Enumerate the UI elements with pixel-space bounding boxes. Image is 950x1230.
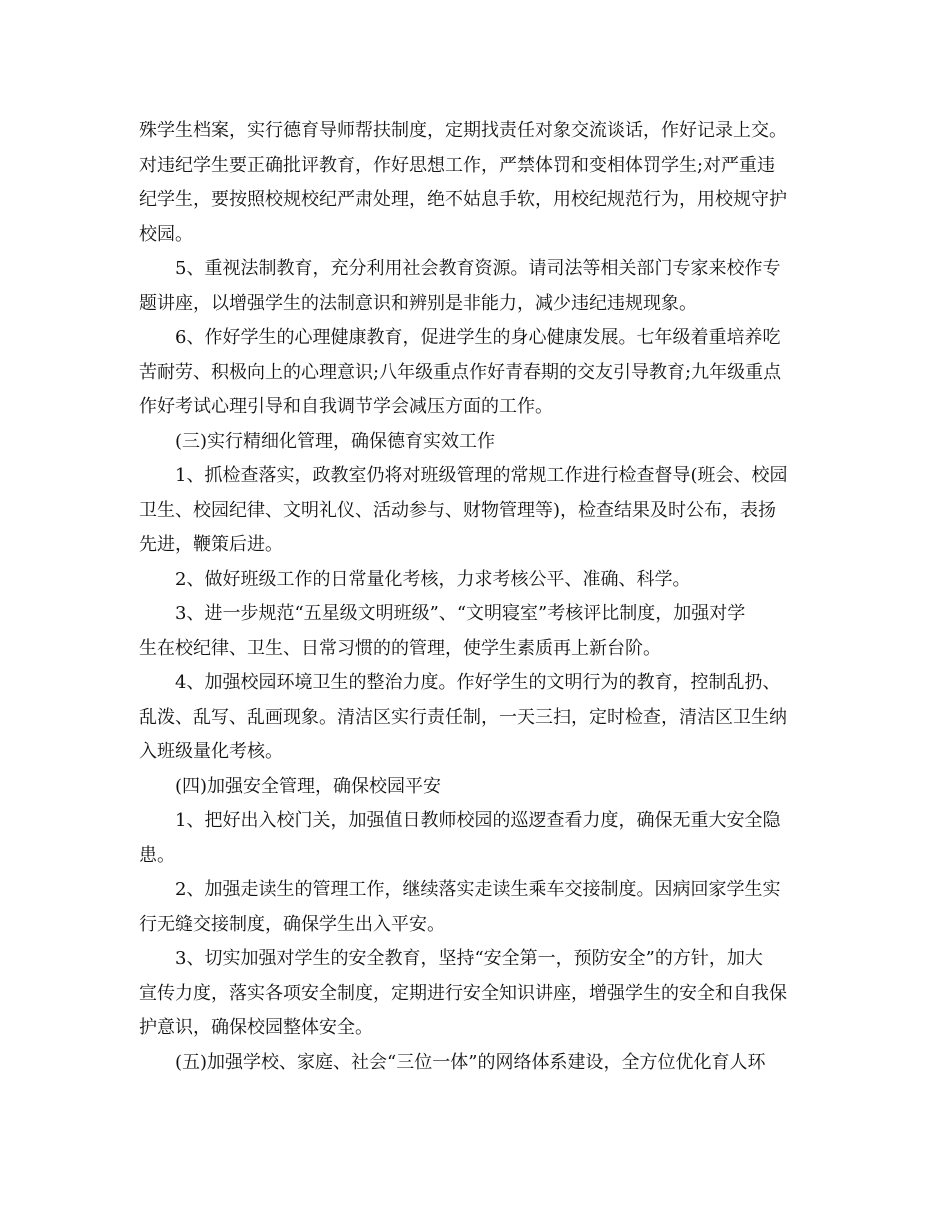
text-line: 题讲座，以增强学生的法制意识和辨别是非能力，减少违纪违规现象。	[139, 292, 697, 314]
text-line: 生在校纪律、卫生、日常习惯的的管理，使学生素质再上新台阶。	[139, 637, 661, 659]
text-line: 患。	[139, 844, 175, 866]
text-line: 对违纪学生要正确批评教育，作好思想工作，严禁体罚和变相体罚学生;对严重违	[139, 154, 776, 176]
text-line: 3、进一步规范“五星级文明班级”、“文明寝室”考核评比制度，加强对学	[175, 603, 746, 624]
paragraph-6	[139, 563, 814, 598]
text-line: 宣传力度，落实各项安全制度，定期进行安全知识讲座，增强学生的安全和自我保	[139, 982, 787, 1004]
text-line: 校园。	[139, 223, 193, 245]
paragraph-11	[139, 873, 814, 942]
paragraph-8	[139, 666, 814, 770]
text-line: 作好考试心理引导和自我调节学会减压方面的工作。	[139, 396, 553, 417]
section-heading-4	[139, 770, 814, 805]
section-heading-3	[139, 425, 814, 460]
text-line: 护意识，确保校园整体安全。	[139, 1017, 373, 1038]
section-heading: (三)实行精细化管理，确保德育实效工作	[175, 430, 496, 452]
text-line: 4、加强校园环境卫生的整治力度。作好学生的文明行为的教育，控制乱扔、	[175, 672, 781, 693]
text-line: 2、加强走读生的管理工作，继续落实走读生乘车交接制度。因病回家学生实	[175, 879, 781, 900]
text-line: 苦耐劳、积极向上的心理意识;八年级重点作好青春期的交友引导教育;九年级重点	[139, 361, 782, 383]
text-line: 6、作好学生的心理健康教育，促进学生的身心健康发展。七年级着重培养吃	[175, 327, 781, 348]
section-heading: (四)加强安全管理，确保校园平安	[175, 775, 442, 797]
text-line: 2、做好班级工作的日常量化考核，力求考核公平、准确、科学。	[175, 568, 691, 590]
text-line: 行无缝交接制度，确保学生出入平安。	[139, 913, 445, 935]
text-line: 1、抓检查落实，政教室仍将对班级管理的常规工作进行检查督导(班会、校园	[175, 465, 788, 486]
text-line: 殊学生档案，实行德育导师帮扶制度，定期找责任对象交流谈话，作好记录上交。	[139, 120, 787, 141]
paragraph-2	[139, 252, 814, 321]
paragraph-5	[139, 459, 814, 563]
text-line: 乱泼、乱写、乱画现象。清洁区实行责任制，一天三扫，定时检查，清洁区卫生纳	[139, 706, 787, 728]
paragraph-1	[139, 114, 814, 252]
text-line: 纪学生，要按照校规校纪严肃处理，绝不姑息手软，用校纪规范行为，用校规守护	[139, 189, 787, 210]
paragraph-12	[139, 942, 814, 1046]
text-line: 5、重视法制教育，充分利用社会教育资源。请司法等相关部门专家来校作专	[175, 258, 781, 279]
paragraph-3	[139, 321, 814, 425]
paragraph-10	[139, 804, 814, 873]
section-heading: (五)加强学校、家庭、社会“三位一体”的网络体系建设，全方位优化育人环	[175, 1051, 766, 1073]
text-line: 入班级量化考核。	[139, 741, 283, 762]
section-heading-5	[139, 1046, 814, 1081]
document-body	[139, 114, 814, 1080]
text-line: 卫生、校园纪律、文明礼仪、活动参与、财物管理等)，检查结果及时公布，表扬	[139, 499, 777, 521]
text-line: 3、切实加强对学生的安全教育，坚持“安全第一，预防安全”的方针，加大	[175, 948, 763, 969]
text-line: 1、把好出入校门关，加强值日教师校园的巡逻查看力度，确保无重大安全隐	[175, 810, 781, 831]
text-line: 先进，鞭策后进。	[139, 534, 283, 555]
paragraph-7	[139, 597, 814, 666]
